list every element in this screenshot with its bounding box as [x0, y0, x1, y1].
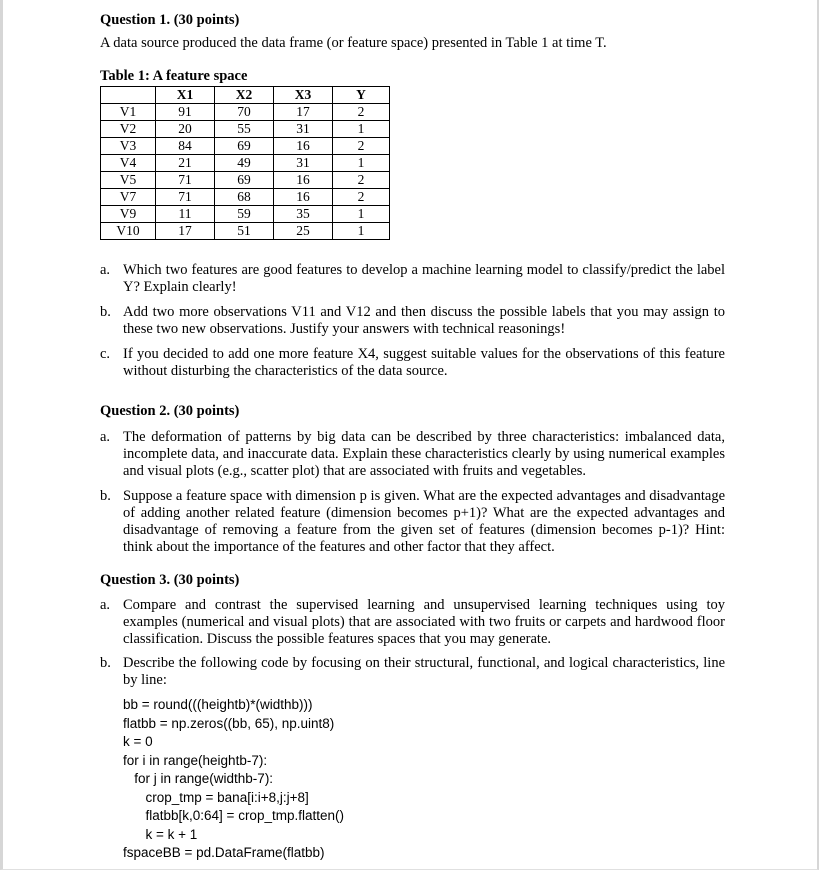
question-3-title: Question 3. (30 points) — [100, 572, 240, 588]
question-2-title: Question 2. (30 points) — [100, 403, 240, 419]
table-cell: 2 — [333, 104, 390, 121]
table-row — [101, 155, 390, 172]
table-cell: 84 — [156, 138, 215, 155]
table-cell: 71 — [156, 172, 215, 189]
item-text: Which two features are good features to develop a machine learning model to classify/predict the label Y? Explain clearly! — [123, 262, 725, 295]
question-1c — [100, 346, 725, 380]
code-block — [123, 696, 344, 863]
item-text: Describe the following code by focusing on their structural, functional, and logical characteristics, line by line: — [123, 655, 725, 688]
table-cell: 49 — [215, 155, 274, 172]
question-1b — [100, 304, 725, 338]
question-2a — [100, 429, 725, 480]
item-text: If you decided to add one more feature X4, suggest suitable values for the observations of this feature without disturbing the characteristics of the data source. — [123, 346, 725, 379]
table-row — [101, 172, 390, 189]
table-cell: 91 — [156, 104, 215, 121]
table-cell: 69 — [215, 172, 274, 189]
item-label: c. — [100, 346, 111, 362]
code-line: for i in range(heightb-7): — [123, 752, 268, 768]
code-line: k = 0 — [123, 734, 153, 749]
code-line: flatbb = np.zeros((bb, 65), np.uint8) — [123, 715, 335, 731]
table-header: X2 — [215, 87, 274, 104]
table-cell: V9 — [101, 206, 156, 223]
table-cell: 21 — [156, 155, 215, 172]
item-label: a. — [100, 262, 111, 278]
table-cell: 31 — [274, 121, 333, 138]
item-text: Suppose a feature space with dimension p is given. What are the expected advantages and disadvantage of adding another related feature (dimension becomes p+1)? What are the expected advantages and disadvantage of removing a feature from the given set of features (dimension becomes p-1)? Hint: think about the importance of the features and other factor that they affect. — [123, 488, 725, 555]
table-header: Y — [333, 87, 390, 104]
table-cell: 20 — [156, 121, 215, 138]
item-label: b. — [100, 655, 111, 671]
table-cell: V5 — [101, 172, 156, 189]
table-cell: V7 — [101, 189, 156, 206]
table-cell: 2 — [333, 172, 390, 189]
table-cell: 1 — [333, 223, 390, 240]
table-cell: V1 — [101, 104, 156, 121]
item-label: a. — [100, 597, 111, 613]
question-3a — [100, 597, 725, 648]
code-line: for j in range(widthb-7): — [123, 771, 274, 786]
table-cell: V4 — [101, 155, 156, 172]
table-cell: 51 — [215, 223, 274, 240]
table-cell: 17 — [274, 104, 333, 121]
table-caption: Table 1: A feature space — [100, 68, 248, 84]
table-cell: 16 — [274, 172, 333, 189]
table-cell: V2 — [101, 121, 156, 138]
question-3b — [100, 655, 725, 689]
table-cell: 2 — [333, 138, 390, 155]
table-row — [101, 206, 390, 223]
feature-space-table — [100, 86, 390, 240]
table-cell: 17 — [156, 223, 215, 240]
question-1a — [100, 262, 725, 296]
table-row — [101, 223, 390, 240]
table-cell: 1 — [333, 155, 390, 172]
table-row — [101, 189, 390, 206]
item-label: b. — [100, 304, 111, 320]
table-row — [101, 138, 390, 155]
code-line: bb = round(((heightb)*(widthb))) — [123, 697, 313, 712]
table-cell: V3 — [101, 138, 156, 155]
table-cell: 35 — [274, 206, 333, 223]
table-row — [101, 104, 390, 121]
item-text: The deformation of patterns by big data can be described by three characteristics: imbalanced data, incomplete data, and inaccurate data. Explain these characteristics clearly by using numerical examples and visual plots (e.g., scatter plot) that are associated with fruits and vegetables. — [123, 429, 725, 479]
table-cell: 69 — [215, 138, 274, 155]
table-cell: 1 — [333, 121, 390, 138]
table-cell: 68 — [215, 189, 274, 206]
code-line: fspaceBB = pd.DataFrame(flatbb) — [123, 845, 325, 860]
table-cell: 31 — [274, 155, 333, 172]
table-cell: 16 — [274, 189, 333, 206]
table-header: X1 — [156, 87, 215, 104]
table-header-row — [101, 87, 390, 104]
table-cell: 59 — [215, 206, 274, 223]
question-2b — [100, 488, 725, 556]
code-line: k = k + 1 — [123, 826, 198, 842]
code-line: flatbb[k,0:64] = crop_tmp.flatten() — [123, 808, 344, 823]
table-cell: 11 — [156, 206, 215, 223]
table-cell: 2 — [333, 189, 390, 206]
item-label: a. — [100, 429, 111, 445]
code-line: crop_tmp = bana[i:i+8,j:j+8] — [123, 789, 309, 805]
table-header — [101, 87, 156, 104]
item-text: Add two more observations V11 and V12 and then discuss the possible labels that you may assign to these two new observations. Justify your answers with technical reasonings! — [123, 304, 725, 337]
table-cell: 71 — [156, 189, 215, 206]
question-1-title: Question 1. (30 points) — [100, 12, 240, 28]
table-cell: 25 — [274, 223, 333, 240]
table-cell: 55 — [215, 121, 274, 138]
table-cell: 16 — [274, 138, 333, 155]
question-1-intro: A data source produced the data frame (or feature space) presented in Table 1 at time T. — [100, 35, 607, 51]
item-text: Compare and contrast the supervised learning and unsupervised learning techniques using toy examples (numerical and visual plots) that are associated with two fruits or carpets and hardwood floor classification. Discuss the possible features spaces that you may generate. — [123, 597, 725, 647]
item-label: b. — [100, 488, 111, 504]
table-cell: 1 — [333, 206, 390, 223]
table-header: X3 — [274, 87, 333, 104]
table-row — [101, 121, 390, 138]
table-cell: 70 — [215, 104, 274, 121]
table-cell: V10 — [101, 223, 156, 240]
